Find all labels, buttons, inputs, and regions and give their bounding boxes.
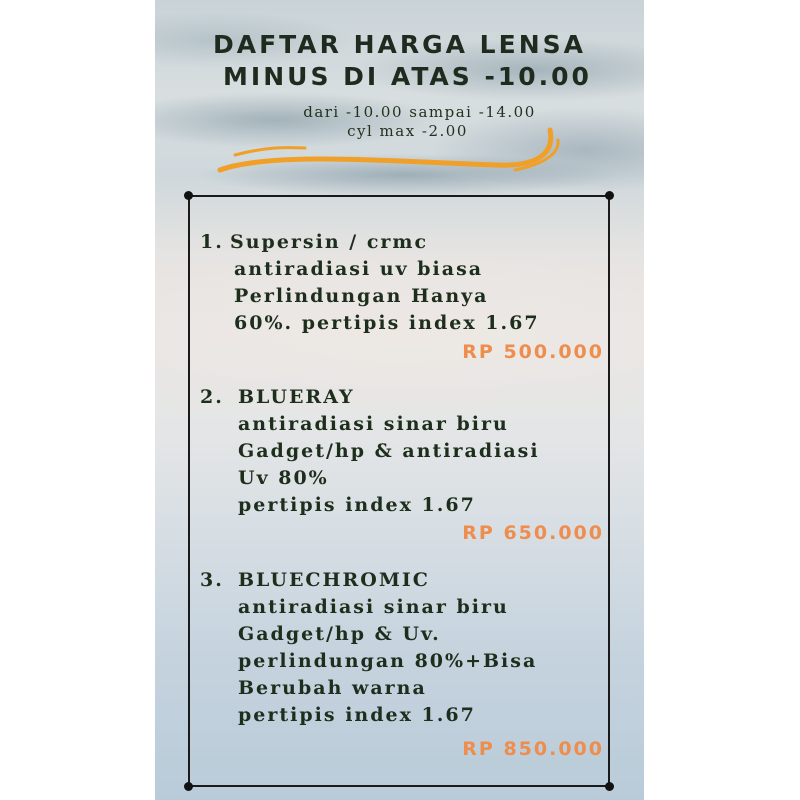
- cylinder-max-text: cyl max -2.00: [347, 122, 468, 140]
- price-list-poster: [155, 0, 644, 800]
- lens-item-bluechromic: [190, 567, 612, 729]
- item-name: Supersin / crmc: [230, 231, 429, 253]
- frame-corner-dot-icon: [605, 191, 614, 200]
- item-price: RP 500.000: [462, 341, 604, 363]
- frame-corner-dot-icon: [184, 782, 193, 791]
- item-description-line: Berubah warna: [238, 677, 427, 699]
- item-description-line: antiradiasi sinar biru: [238, 596, 509, 618]
- lens-item-supersin: [190, 229, 612, 337]
- frame-corner-dot-icon: [605, 782, 614, 791]
- item-description-line: antiradiasi uv biasa: [234, 258, 484, 280]
- item-name: BLUERAY: [238, 386, 355, 408]
- item-description-line: perlindungan 80%+Bisa: [238, 650, 538, 672]
- decorative-swoosh-icon: [215, 125, 565, 175]
- item-description-line: antiradiasi sinar biru: [238, 413, 509, 435]
- poster-title-line1: DAFTAR HARGA LENSA: [213, 30, 586, 59]
- item-number: 2.: [200, 386, 224, 408]
- item-description-line: Perlindungan Hanya: [234, 285, 489, 307]
- item-price: RP 850.000: [462, 738, 604, 760]
- price-list-frame: [188, 195, 610, 787]
- item-description-line: pertipis index 1.67: [238, 704, 476, 726]
- item-description-line: Gadget/hp & antiradiasi: [238, 440, 540, 462]
- frame-corner-dot-icon: [184, 191, 193, 200]
- item-number: 1.: [200, 231, 224, 253]
- item-description-line: Gadget/hp & Uv.: [238, 623, 441, 645]
- power-range-text: dari -10.00 sampai -14.00: [303, 103, 536, 121]
- poster-title-line2: MINUS DI ATAS -10.00: [223, 62, 592, 91]
- item-name: BLUECHROMIC: [238, 569, 430, 591]
- item-number: 3.: [200, 569, 224, 591]
- item-description-line: pertipis index 1.67: [238, 494, 476, 516]
- item-price: RP 650.000: [462, 522, 604, 544]
- item-description-line: Uv 80%: [238, 467, 329, 489]
- lens-item-blueray: [190, 384, 612, 519]
- item-description-line: 60%. pertipis index 1.67: [234, 312, 540, 334]
